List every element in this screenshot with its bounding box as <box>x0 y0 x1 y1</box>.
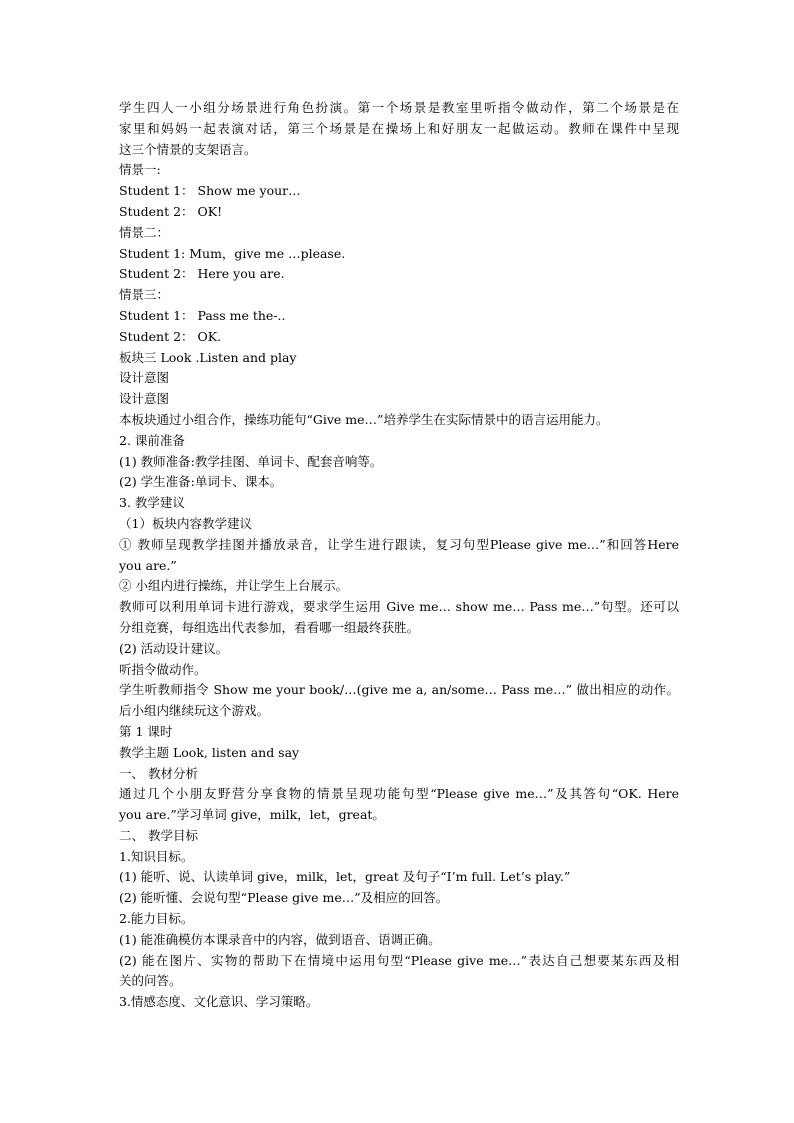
list-item: (1) 能准确模仿本课录音中的内容，做到语音、语调正确。 <box>119 931 441 947</box>
list-item: (2) 能听懂、会说句型“Please give me…”及相应的回答。 <box>119 890 449 906</box>
scene-heading: 情景三： <box>119 287 170 303</box>
paragraph-line: 家里和妈妈一起表演对话，第三个场景是在操场上和好朋友一起做运动。教师在课件中呈现 <box>119 120 679 136</box>
list-item: (1) 能听、说、认读单词 give，milk，let，great 及句子“I’m full. Let’s play.” <box>119 869 571 885</box>
paragraph-line: 后小组内继续玩这个游戏。 <box>119 703 270 719</box>
dialogue-line: Student 1： Show me your… <box>119 183 301 199</box>
list-item-continuation: you are.” <box>119 557 177 573</box>
list-item: (2) 活动设计建议。 <box>119 640 229 656</box>
numbered-heading: 3. 教学建议 <box>119 495 185 511</box>
dialogue-line: Student 2： OK. <box>119 328 222 344</box>
dialogue-line: Student 1: Mum，give me …please. <box>119 245 346 261</box>
scene-heading: 情景一: <box>119 162 161 178</box>
list-item: (2) 学生准备:单词卡、课本。 <box>119 474 283 490</box>
section-heading: 教学主题 Look, listen and say <box>119 744 300 760</box>
subheading: 3.情感态度、文化意识、学习策略。 <box>119 994 319 1010</box>
dialogue-line: Student 2： Here you are. <box>119 266 285 282</box>
section-heading: 一、 教材分析 <box>119 765 198 781</box>
paragraph-line: 学生听教师指令 Show me your book/…(give me a, an/some… Pass me…” 做出相应的动作。 <box>119 682 679 698</box>
paragraph-line: 分组竞赛，每组选出代表参加，看看哪一组最终获胜。 <box>119 619 420 635</box>
subheading: （1）板块内容教学建议 <box>119 515 252 531</box>
lesson-heading: 第 1 课时 <box>119 723 173 739</box>
section-heading: 板块三 Look .Listen and play <box>119 349 297 365</box>
subheading: 2.能力目标。 <box>119 911 194 927</box>
paragraph-line: 学生四人一小组分场景进行角色扮演。第一个场景是教室里听指令做动作，第二个场景是在 <box>119 100 679 115</box>
paragraph-line: 通过几个小朋友野营分享食物的情景呈现功能句型“Please give me…”及其答句“OK. Here <box>119 786 679 802</box>
subheading: 设计意图 <box>119 391 170 407</box>
paragraph-line: 听指令做动作。 <box>119 661 207 677</box>
dialogue-line: Student 2： OK! <box>119 203 223 219</box>
paragraph-line: 本板块通过小组合作，操练功能句“Give me…”培养学生在实际情景中的语言运用能力。 <box>119 411 609 427</box>
list-item: ② 小组内进行操练，并让学生上台展示。 <box>119 578 348 594</box>
numbered-heading: 2. 课前准备 <box>119 432 185 448</box>
subheading: 1.知识目标。 <box>119 848 194 864</box>
list-item: ① 教师呈现教学挂图并播放录音，让学生进行跟读，复习句型Please give me…”和回答Here <box>119 536 679 552</box>
paragraph-line: 这三个情景的支架语言。 <box>119 141 257 157</box>
section-heading: 二、 教学目标 <box>119 827 198 843</box>
document-page <box>119 98 679 1013</box>
list-item: (2) 能在图片、实物的帮助下在情境中运用句型“Please give me…”表达自己想要某东西及相 <box>119 952 679 968</box>
dialogue-line: Student 1： Pass me the-.. <box>119 307 286 323</box>
list-item-continuation: 关的问答。 <box>119 973 182 989</box>
list-item: (1) 教师准备:教学挂图、单词卡、配套音响等。 <box>119 453 383 469</box>
paragraph-line: you are.”学习单词 give，milk，let，great。 <box>119 807 385 823</box>
scene-heading: 情景二： <box>119 224 170 240</box>
subheading: 设计意图 <box>119 370 170 386</box>
paragraph-line: 教师可以利用单词卡进行游戏，要求学生运用 Give me… show me… Pass me…”句型。还可以 <box>119 599 679 615</box>
